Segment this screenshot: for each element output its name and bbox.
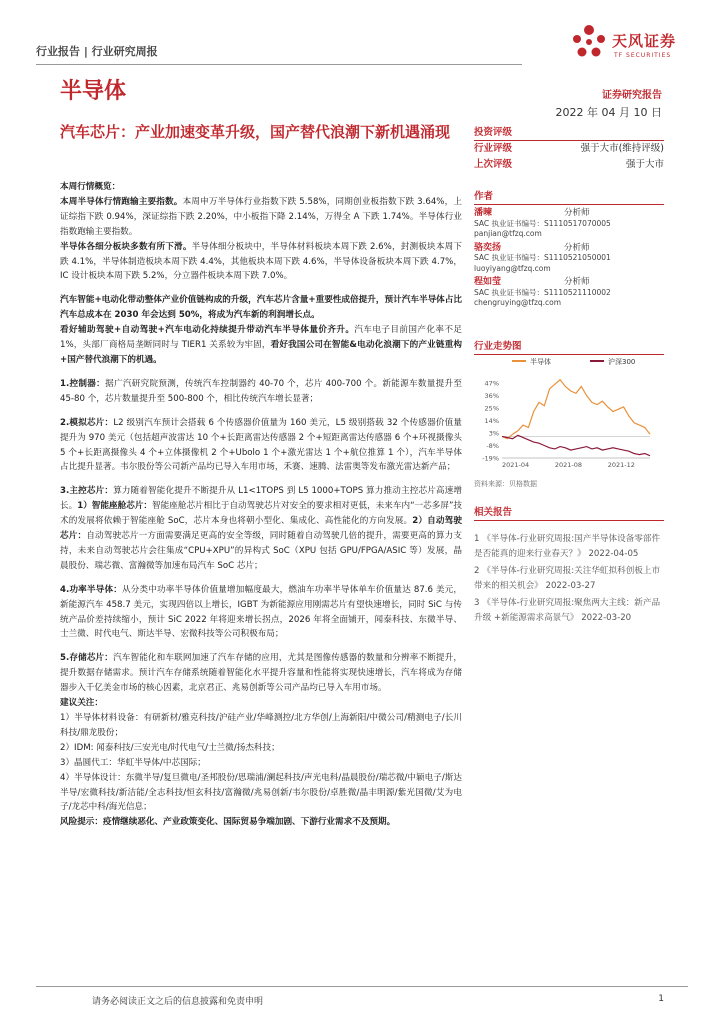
rating-row: 行业评级 强于大市(维持评级) [474,143,664,154]
report-title: 汽车芯片：产业加速变革升级，国产替代浪潮下新机遇涌现 [60,123,451,141]
suggest-heading: 建议关注： [60,698,103,709]
risk-note: 风险提示：疫情继续恶化、产业政策变化、国际贸易争端加剧、下游行业需求不及预期。 [60,817,396,828]
trend-heading: 行业走势图 [474,338,664,355]
y-tick-label: -8% [486,442,499,451]
y-tick-label: 3% [488,429,499,438]
author-section [474,188,664,309]
x-tick-label: 2021-12 [607,461,635,469]
y-tick-label: -19% [482,454,499,463]
author-email[interactable]: chengruying@tfzq.com [474,298,562,307]
footer-divider [36,986,688,987]
y-tick-label: 36% [484,392,499,401]
paragraph: 4.功率半导体：从分类中功率半导体价值量增加幅度最大，燃油车功率半导体单车价值量达 87.6 美元，新能源汽车 458.7 美元，实现四倍以上增长，IGBT 为新能源应用刚需芯片有望快速增长，同时 SiC 与传统产品价差持续缩小，预计 SiC 2022 年将迎来增长拐点，2026 年将全面铺开，闻泰科技、东微半导、士兰微、时代电气、斯达半导、宏微科技等公司积极布局； [60,584,462,640]
series-line-semiconductor [502,380,650,439]
report-date: 2022 年 04 月 10 日 [555,106,662,119]
page-number: 1 [658,994,664,1004]
rating-heading: 投资评级 [474,124,664,141]
footer-disclaimer: 请务必阅读正文之后的信息披露和免责申明 [92,997,264,1007]
trend-chart [474,354,664,474]
related-section [474,504,664,521]
paragraph: 3.主控芯片：算力随着智能化提升不断提升从 L1<1TOPS 到 L5 1000+TOPS 算力推动主控芯片高速增长。1）智能座舱芯片：智能座舱芯片相比于自动驾驶芯片对安全的要求相对更低，未来车内“一芯多屏”技术的发展将依赖于智能座舱 SoC，芯片本身也将朝小型化、集成化、高性能化的方向发展。2）自动驾驶芯片：自动驾驶芯片一方面需要满足更高的安全等级，同时随着自动驾驶几倍的提升，需要更高的算力支持，未来自动驾驶芯片会往集成“CPU+XPU”的异构式 SoC（XPU 包括 GPU/FPGA/ASIC 等）发展，晶晨股份、瑞芯微、富瀚微等加速布局汽车 SoC 芯片； [60,486,463,571]
paragraph: 1.控制器：据广汽研究院预测，传统汽车控制器约 40-70 个，芯片 400-700 个。新能源车数量提升至 45-80 个，芯片数量提升至 500-800 个，相比传统汽车增长显著； [60,378,463,404]
related-list [474,532,664,628]
y-tick-label: 14% [484,417,499,426]
related-report-link[interactable]: 1 《半导体-行业研究周报:国产半导体设备零部件是否能真的迎来行业春天？》 2022-04-05 [474,534,661,559]
legend-label: 沪深300 [608,358,636,366]
author-card: 潘暕 分析师 SAC 执业证书编号：S1110517070005 panjian@tfzq.com [474,208,664,240]
rating-section [474,124,664,173]
suggest-item: 3）晶圆代工：华虹半导体/中芯国际； [60,757,206,768]
chart-source: 资料来源：贝格数据 [474,480,537,488]
related-heading: 相关报告 [474,504,664,521]
header-divider [36,64,522,65]
related-report-link[interactable]: 3 《半导体-行业研究周报:聚焦两大主线：新产品升级 +新能源需求高景气》 2022-03-20 [474,598,661,623]
author-card: 程如莹 分析师 SAC 执业证书编号：S1110521110002 chengruying@tfzq.com [474,277,664,309]
paragraph: 看好辅助驾驶+自动驾驶+汽车电动化持续提升带动汽车半导体量价齐升。汽车电子目前国产化率不足 1%，头部厂商格局垄断同时与 TIER1 关系较为牢固，看好我国公司在智能&电动化浪潮下的产业链重构+国产替代浪潮下的机遇。 [60,325,462,365]
related-report-link[interactable]: 2 《半导体-行业研究周报:关注华虹拟科创板上市带来的相关机会》 2022-03-27 [474,566,661,591]
overview-heading: 本周行情概览： [60,182,121,192]
author-email[interactable]: panjian@tfzq.com [474,229,542,238]
author-email[interactable]: luoyiyang@tfzq.com [474,263,551,273]
paragraph: 汽车智能+电动化带动整体产业价值链构成的升级，汽车芯片含量+重要性成倍提升，预计汽车半导体占比汽车总成本在 2030 年会达到 50%，将成为汽车新的利润增长点。 [60,295,462,321]
brand-name-en: TF SECURITIES [614,52,672,59]
brand-name: 天风证券 [612,32,677,50]
y-tick-label: 25% [484,404,499,413]
series-line-hs300 [502,435,650,455]
breadcrumb: 行业报告 | 行业研究周报 [36,45,158,58]
rating-row: 上次评级 强于大市 [474,159,664,170]
trend-section [474,338,664,355]
suggest-item: 4）半导体设计：东微半导/复旦微电/圣邦股份/思瑞浦/澜起科技/声光电科/晶晨股份/瑞芯微/中颖电子/斯达半导/宏微科技/新洁能/全志科技/恒玄科技/富瀚微/兆易创新/韦尔股份/卓胜微/晶丰明源/紫光国微/艾为电子/龙芯中科/海光信息； [60,772,462,813]
legend-label: 半导体 [530,358,551,366]
author-card: 骆奕扬 分析师 SAC 执业证书编号：S1110521050001 luoyiyang@tfzq.com [474,243,664,275]
tf-logo-icon [568,22,610,64]
paragraph: 半导体各细分板块多数有所下滑。半导体细分板块中，半导体材料板块本周下跌 2.6%，封测板块本周下跌 4.1%，半导体制造板块本周下跌 4.4%，其他板块本周下跌 4.6%，半导体设备板块本周下跌 4.7%，IC 设计板块本周下跌 5.2%，分立器件板块本周下跌 7.0%。 [60,241,462,282]
suggest-item: 1）半导体材料设备：有研新材/雅克科技/沪硅产业/华峰测控/北方华创/上海新阳/中微公司/精测电子/长川科技/鼎龙股份； [60,713,462,738]
report-body [60,180,462,830]
x-tick-label: 2021-04 [502,461,530,469]
paragraph: 5.存储芯片：汽车智能化和车联网加速了汽车存储的应用，尤其是图像传感器的数量和分辨率不断提升，提升数据存储需求。预计汽车存储系统随着智能化水平提升容量和性能将实现快速增长，汽车将成为存储器步入千亿美金市场的核心因素，北京君正、兆易创新等公司产品均已导入车用市场。 [60,653,462,694]
x-tick-label: 2021-08 [554,461,583,469]
y-tick-label: 47% [484,379,499,388]
paragraph: 2.模拟芯片：L2 级别汽车预计会搭载 6 个传感器价值量为 160 美元，L5 级别搭载 32 个传感器价值量提升为 970 美元（包括超声波雷达 10 个+长距离雷达传感器 2 个+短距离雷达传感器 6 个+环视摄像头 5 个+长距离摄像头 4 个+立体摄像机 2 个+Ubolo 1 个+激光雷达 1 个+航位推算 1 个），汽车半导体占比提升显著。韦尔股份等公司新产品均已导入车用市场，禾赛、速腾、法雷奥等发布激光雷达新产品； [60,417,463,473]
author-heading: 作者 [474,188,664,205]
sector-title: 半导体 [60,79,127,104]
report-type: 证券研究报告 [602,90,662,101]
suggest-item: 2）IDM: 闻泰科技/三安光电/时代电气/士兰微/扬杰科技； [60,742,280,753]
paragraph: 本周半导体行情跑输主要指数。本周申万半导体行业指数下跌 5.58%，同期创业板指数下跌 3.64%，上证综指下跌 0.94%，深证综指下跌 2.20%，中小板指下降 2.14%，万得全 A 下跌 1.74%。半导体行业指数跑输主要指数。 [60,196,462,237]
